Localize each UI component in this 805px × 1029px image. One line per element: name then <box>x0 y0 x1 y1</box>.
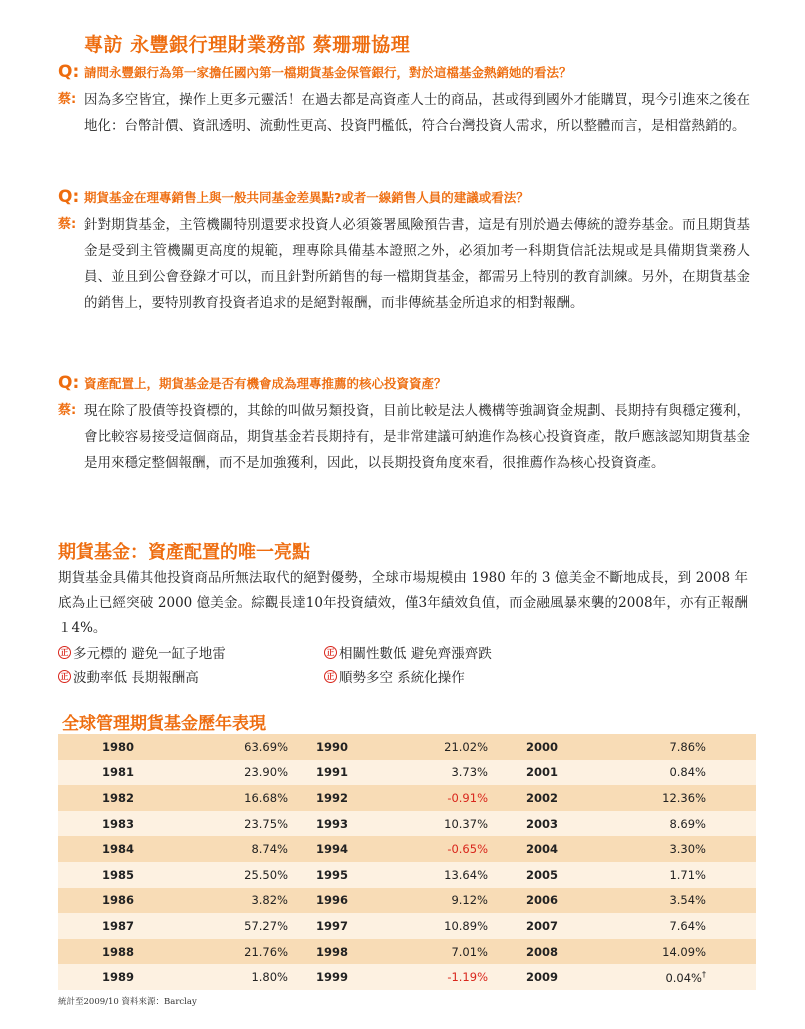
question-marker: Q: <box>58 187 80 207</box>
return-cell <box>626 836 756 862</box>
return-cell <box>396 785 510 811</box>
return-cell <box>626 913 756 939</box>
return-cell <box>186 785 302 811</box>
year-cell-value: 1999 <box>316 970 349 985</box>
year-cell <box>510 760 626 786</box>
year-cell <box>510 888 626 914</box>
return-cell-value: -0.65% <box>447 842 488 857</box>
year-cell <box>58 760 186 786</box>
year-cell-value: 1987 <box>102 918 135 933</box>
year-cell <box>510 939 626 965</box>
return-cell-value: 21.76% <box>244 944 288 959</box>
return-cell <box>186 811 302 837</box>
year-cell-value: 1980 <box>102 739 135 754</box>
year-cell-value: 1992 <box>316 790 349 805</box>
year-cell <box>510 734 626 760</box>
badge-icon: 正 <box>324 670 337 683</box>
return-cell-value: 7.86% <box>669 739 706 754</box>
year-cell-value: 1985 <box>102 867 135 882</box>
feature-item <box>58 666 199 686</box>
return-cell <box>626 888 756 914</box>
year-cell-value: 2000 <box>526 739 559 754</box>
return-cell-value: 7.64% <box>669 918 706 933</box>
return-cell-value: 3.54% <box>669 893 706 908</box>
year-cell <box>302 939 396 965</box>
table-row <box>58 939 756 965</box>
year-cell-value: 2009 <box>526 970 559 985</box>
return-cell <box>186 964 302 990</box>
year-cell-value: 1991 <box>316 765 349 780</box>
year-cell <box>58 939 186 965</box>
return-cell-value: 63.69% <box>244 739 288 754</box>
year-cell <box>58 888 186 914</box>
return-cell <box>396 862 510 888</box>
table-row <box>58 862 756 888</box>
year-cell-value: 2007 <box>526 918 559 933</box>
year-cell <box>302 785 396 811</box>
year-cell-value: 1994 <box>316 842 349 857</box>
year-cell <box>302 964 396 990</box>
table-row <box>58 913 756 939</box>
year-cell <box>58 913 186 939</box>
return-cell <box>186 760 302 786</box>
question-text: 期貨基金在理專銷售上與一般共同基金差異點?或者一線銷售人員的建議或看法？ <box>84 190 529 205</box>
year-cell-value: 2002 <box>526 790 559 805</box>
feature-label: 波動率低 長期報酬高 <box>73 670 199 686</box>
return-cell <box>186 862 302 888</box>
return-cell-value: 0.04% <box>665 970 702 985</box>
year-cell <box>302 836 396 862</box>
year-cell-value: 1984 <box>102 842 135 857</box>
return-cell-value: 16.68% <box>244 790 288 805</box>
return-cell <box>396 913 510 939</box>
qa-block-3 <box>58 373 758 476</box>
return-cell-value: 14.09% <box>662 944 706 959</box>
year-cell <box>58 811 186 837</box>
return-cell <box>626 964 756 990</box>
year-cell <box>510 811 626 837</box>
table-row <box>58 811 756 837</box>
year-cell-value: 2006 <box>526 893 559 908</box>
highlight-body: 期貨基金具備其他投資商品所無法取代的絕對優勢，全球市場規模由 1980 年的 3 億美金不斷地成長，到 2008 年底為止已經突破 2000 億美金。綜觀長達10年投資績效，僅3年績效負值，而金融風暴來襲的2008年，亦有正報酬１4%。 <box>58 570 748 636</box>
feature-label: 順勢多空 系統化操作 <box>339 670 465 686</box>
feature-label: 相關性數低 避免齊漲齊跌 <box>339 646 492 662</box>
qa-block-1 <box>58 62 758 139</box>
table-row <box>58 785 756 811</box>
year-cell <box>510 836 626 862</box>
return-cell-value: 12.36% <box>662 790 706 805</box>
year-cell-value: 1982 <box>102 790 135 805</box>
return-cell <box>626 785 756 811</box>
return-cell-value: 8.69% <box>669 816 706 831</box>
year-cell <box>302 888 396 914</box>
badge-icon: 正 <box>324 646 337 659</box>
feature-item <box>324 642 492 662</box>
year-cell-value: 1997 <box>316 918 349 933</box>
year-cell-value: 1989 <box>102 970 135 985</box>
qa-block-2 <box>58 187 758 316</box>
return-cell-value: 3.82% <box>251 893 288 908</box>
badge-icon: 正 <box>58 670 71 683</box>
table-title: 全球管理期貨基金歷年表現 <box>62 714 266 734</box>
highlight-title: 期貨基金：資產配置的唯一亮點 <box>58 542 310 563</box>
return-cell-value: 25.50% <box>244 867 288 882</box>
answer-marker: 蔡: <box>58 403 77 418</box>
page-title: 專訪 永豐銀行理財業務部 蔡珊珊協理 <box>84 34 411 56</box>
table-row <box>58 836 756 862</box>
return-cell <box>396 939 510 965</box>
year-cell-value: 1995 <box>316 867 349 882</box>
year-cell <box>510 913 626 939</box>
feature-item <box>58 642 226 662</box>
feature-item <box>324 666 465 686</box>
return-cell <box>396 734 510 760</box>
year-cell-value: 1981 <box>102 765 135 780</box>
return-cell <box>186 888 302 914</box>
dagger-mark: † <box>702 969 706 979</box>
return-cell-value: 9.12% <box>451 893 488 908</box>
return-cell <box>626 760 756 786</box>
return-cell <box>186 836 302 862</box>
year-cell <box>302 734 396 760</box>
return-cell-value: 23.90% <box>244 765 288 780</box>
return-cell-value: 10.37% <box>444 816 488 831</box>
return-cell-value: 3.30% <box>669 842 706 857</box>
return-cell <box>626 811 756 837</box>
year-cell <box>302 913 396 939</box>
question-marker: Q: <box>58 62 80 82</box>
answer-marker: 蔡: <box>58 92 77 107</box>
answer-text: 針對期貨基金，主管機關特別還要求投資人必須簽署風險預告書，這是有別於過去傳統的證券基金。而且期貨基金是受到主管機關更高度的規範，理專除具備基本證照之外，必須加考一科期貨信託法規或是具備期貨業務人員、並且到公會登錄才可以，而且針對所銷售的每一檔期貨基金，都需另上特別的教育訓練。另外，在期貨基金的銷售上，要特別教育投資者追求的是絕對報酬，而非傳統基金所追求的相對報酬。 <box>84 217 750 311</box>
return-cell-value: 8.74% <box>251 842 288 857</box>
feature-label: 多元標的 避免一缸子地雷 <box>73 646 226 662</box>
return-cell <box>396 836 510 862</box>
answer-marker: 蔡: <box>58 217 77 232</box>
return-cell-value: 0.84% <box>669 765 706 780</box>
year-cell-value: 2004 <box>526 842 559 857</box>
return-cell-value: 21.02% <box>444 739 488 754</box>
return-cell-value: 1.71% <box>669 867 706 882</box>
question-text: 資產配置上，期貨基金是否有機會成為理專推薦的核心投資資產？ <box>84 376 447 391</box>
year-cell-value: 2001 <box>526 765 559 780</box>
return-cell <box>396 811 510 837</box>
year-cell <box>58 734 186 760</box>
return-cell <box>396 964 510 990</box>
return-cell <box>396 760 510 786</box>
year-cell <box>58 836 186 862</box>
source-note: 統計至2009/10 資料來源：Barclay <box>58 997 197 1007</box>
table-row <box>58 964 756 990</box>
return-cell-value: -1.19% <box>447 970 488 985</box>
return-cell-value: 1.80% <box>251 970 288 985</box>
year-cell-value: 1996 <box>316 893 349 908</box>
answer-text: 現在除了股債等投資標的，其餘的叫做另類投資，目前比較是法人機構等強調資金規劃、長期持有與穩定獲利，會比較容易接受這個商品，期貨基金若長期持有，是非常建議可納進作為核心投資資產，散戶應該認知期貨基金是用來穩定整個報酬，而不是加強獲利，因此，以長期投資角度來看，很推薦作為核心投資資產。 <box>84 403 750 471</box>
table-row <box>58 734 756 760</box>
return-cell-value: 57.27% <box>244 918 288 933</box>
year-cell <box>510 862 626 888</box>
question-text: 請問永豐銀行為第一家擔任國內第一檔期貨基金保管銀行，對於這檔基金熱銷她的看法？ <box>84 65 572 80</box>
return-cell-value: 10.89% <box>444 918 488 933</box>
year-cell <box>58 964 186 990</box>
return-cell-value: 13.64% <box>444 867 488 882</box>
return-cell <box>626 862 756 888</box>
year-cell-value: 1988 <box>102 944 135 959</box>
return-cell-value: 7.01% <box>451 944 488 959</box>
badge-icon: 正 <box>58 646 71 659</box>
question-marker: Q: <box>58 373 80 393</box>
return-cell-value: 3.73% <box>451 765 488 780</box>
return-cell-value: 23.75% <box>244 816 288 831</box>
return-cell <box>626 734 756 760</box>
table-row <box>58 760 756 786</box>
year-cell-value: 1998 <box>316 944 349 959</box>
year-cell-value: 2003 <box>526 816 559 831</box>
year-cell <box>302 811 396 837</box>
return-cell <box>186 913 302 939</box>
return-cell <box>396 888 510 914</box>
year-cell-value: 1986 <box>102 893 135 908</box>
answer-text: 因為多空皆宜，操作上更多元靈活！在過去都是高資產人士的商品，甚或得到國外才能購買，現今引進來之後在地化：台幣計價、資訊透明、流動性更高、投資門檻低，符合台灣投資人需求，所以整體而言，是相當熱銷的。 <box>84 92 750 134</box>
table-row <box>58 888 756 914</box>
year-cell-value: 2005 <box>526 867 559 882</box>
year-cell <box>302 862 396 888</box>
year-cell-value: 1993 <box>316 816 349 831</box>
year-cell-value: 1983 <box>102 816 135 831</box>
return-cell <box>626 939 756 965</box>
year-cell <box>302 760 396 786</box>
return-cell-value: -0.91% <box>447 790 488 805</box>
year-cell <box>510 785 626 811</box>
year-cell <box>58 785 186 811</box>
year-cell <box>58 862 186 888</box>
year-cell-value: 1990 <box>316 739 349 754</box>
performance-table <box>58 734 756 990</box>
year-cell-value: 2008 <box>526 944 559 959</box>
return-cell <box>186 734 302 760</box>
year-cell <box>510 964 626 990</box>
return-cell <box>186 939 302 965</box>
